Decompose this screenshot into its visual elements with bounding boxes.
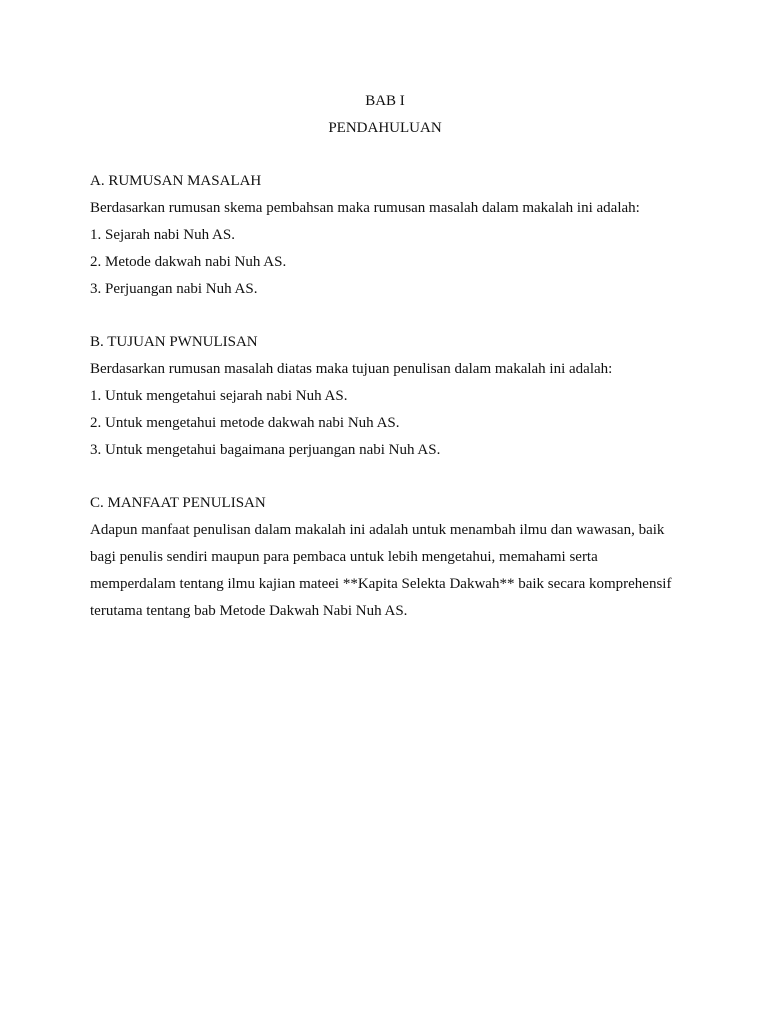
paragraph-line: terutama tentang bab Metode Dakwah Nabi Nuh AS.: [90, 603, 408, 619]
list-item: 2. Untuk mengetahui metode dakwah nabi Nuh AS.: [90, 415, 400, 431]
chapter-title: PENDAHULUAN: [328, 120, 442, 136]
paragraph-line: memperdalam tentang ilmu kajian mateei **Kapita Selekta Dakwah** baik secara komprehensif: [90, 576, 672, 592]
list-item: 1. Untuk mengetahui sejarah nabi Nuh AS.: [90, 388, 348, 404]
section-manfaat-penulisan: [90, 490, 690, 625]
list-item: 3. Perjuangan nabi Nuh AS.: [90, 281, 258, 297]
list-item: 1. Sejarah nabi Nuh AS.: [90, 227, 235, 243]
section-heading: A. RUMUSAN MASALAH: [90, 173, 262, 189]
chapter-heading: [90, 88, 690, 142]
section-intro: Berdasarkan rumusan skema pembahsan maka rumusan masalah dalam makalah ini adalah:: [90, 200, 640, 216]
section-heading: B. TUJUAN PWNULISAN: [90, 334, 258, 350]
paragraph-line: bagi penulis sendiri maupun para pembaca untuk lebih mengetahui, memahami serta: [90, 549, 598, 565]
section-heading: C. MANFAAT PENULISAN: [90, 495, 266, 511]
document-page: [90, 88, 690, 651]
list-item: 3. Untuk mengetahui bagaimana perjuangan nabi Nuh AS.: [90, 442, 441, 458]
chapter-number: BAB I: [365, 93, 405, 109]
paragraph-line: Adapun manfaat penulisan dalam makalah ini adalah untuk menambah ilmu dan wawasan, baik: [90, 522, 665, 538]
section-tujuan-penulisan: [90, 329, 690, 464]
list-item: 2. Metode dakwah nabi Nuh AS.: [90, 254, 287, 270]
section-rumusan-masalah: [90, 168, 690, 303]
section-intro: Berdasarkan rumusan masalah diatas maka tujuan penulisan dalam makalah ini adalah:: [90, 361, 613, 377]
